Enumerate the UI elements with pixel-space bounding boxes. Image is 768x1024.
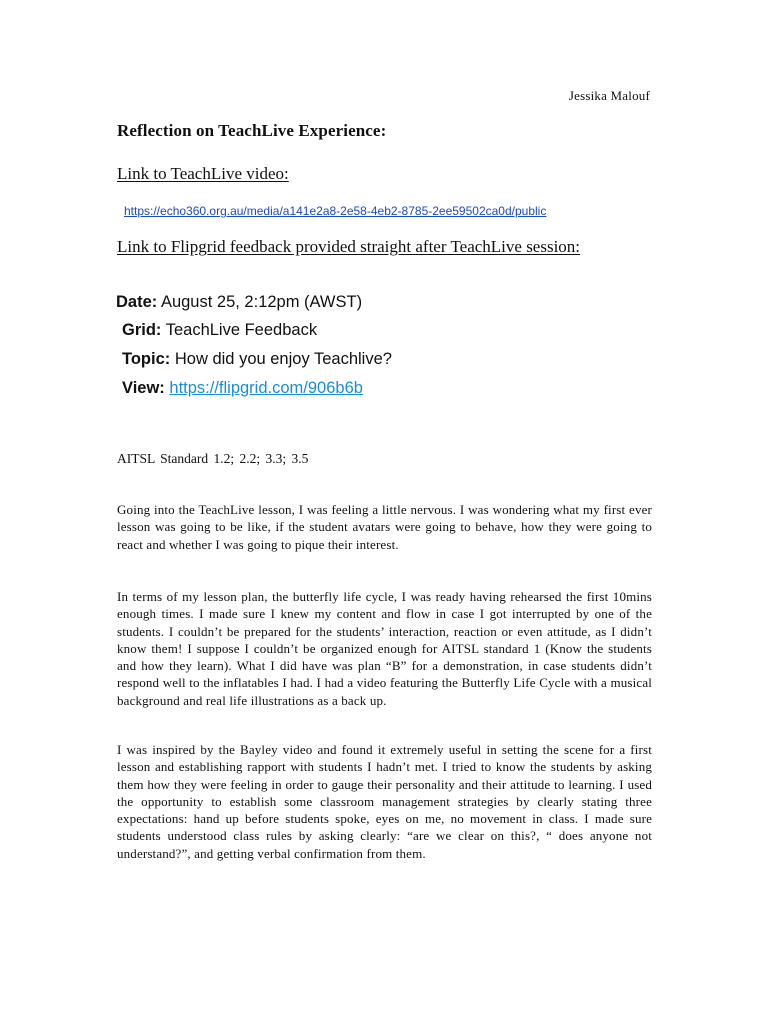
topic-value: How did you enjoy Teachlive? — [174, 350, 392, 368]
grid-value: TeachLive Feedback — [165, 321, 318, 339]
paragraph-nervous: Going into the TeachLive lesson, I was feeling a little nervous. I was wondering what my first ever lesson was going to be like, if the student avatars were going to behave, how they were going to react and whether I was going to pique their interest. — [117, 502, 652, 552]
flipgrid-view-link[interactable]: https://flipgrid.com/906b6b — [169, 379, 363, 397]
date-value: August 25, 2:12pm (AWST) — [160, 293, 363, 311]
view-label: View: — [122, 379, 165, 397]
date-label: Date: — [116, 293, 158, 311]
aitsl-standards: AITSL Standard 1.2; 2.2; 3.3; 3.5 — [117, 451, 309, 466]
flipgrid-grid-row — [122, 321, 317, 340]
paragraph-bayley-video: I was inspired by the Bayley video and found it extremely useful in setting the scene for a first lesson and establishing rapport with students I hadn’t met. I tried to know the students by asking them how they were feeling in order to gauge their personality and their attitude to learning. I used the opportunity to establish some classroom management strategies by clearly stating three expectations: hand up before students spoke, eyes on me, no movement in class. I made sure students understood class rules by asking clearly: “are we clear on this?, “ does anyone not understand?”, and getting verbal confirmation from them. — [117, 742, 652, 861]
grid-label: Grid: — [122, 321, 162, 339]
author-name: Jessika Malouf — [568, 88, 650, 103]
flipgrid-date-row — [116, 293, 362, 312]
flipgrid-heading: Link to Flipgrid feedback provided straight after TeachLive session: — [117, 237, 581, 256]
teachlive-video-link[interactable]: https://echo360.org.au/media/a141e2a8-2e58-4eb2-8785-2ee59502ca0d/public — [124, 204, 547, 218]
topic-label: Topic: — [122, 350, 171, 368]
paragraph-lesson-plan: In terms of my lesson plan, the butterfly life cycle, I was ready having rehearsed the first 10mins enough times. I made sure I knew my content and flow in case I got interrupted by one of the students. I couldn’t be prepared for the students’ interaction, reaction or even attitude, as I didn’t know them! I suppose I couldn’t be organized enough for AITSL standard 1 (Know the students and how they learn). What I did have was plan “B” for a demonstration, in case students didn’t respond well to the inflatables I had. I had a video featuring the Butterfly Life Cycle with a musical background and real life illustrations as a back up. — [117, 589, 652, 708]
flipgrid-topic-row — [122, 350, 392, 369]
document-title: Reflection on TeachLive Experience: — [117, 121, 387, 140]
flipgrid-view-row — [122, 379, 363, 398]
teachlive-video-heading: Link to TeachLive video: — [117, 164, 289, 183]
